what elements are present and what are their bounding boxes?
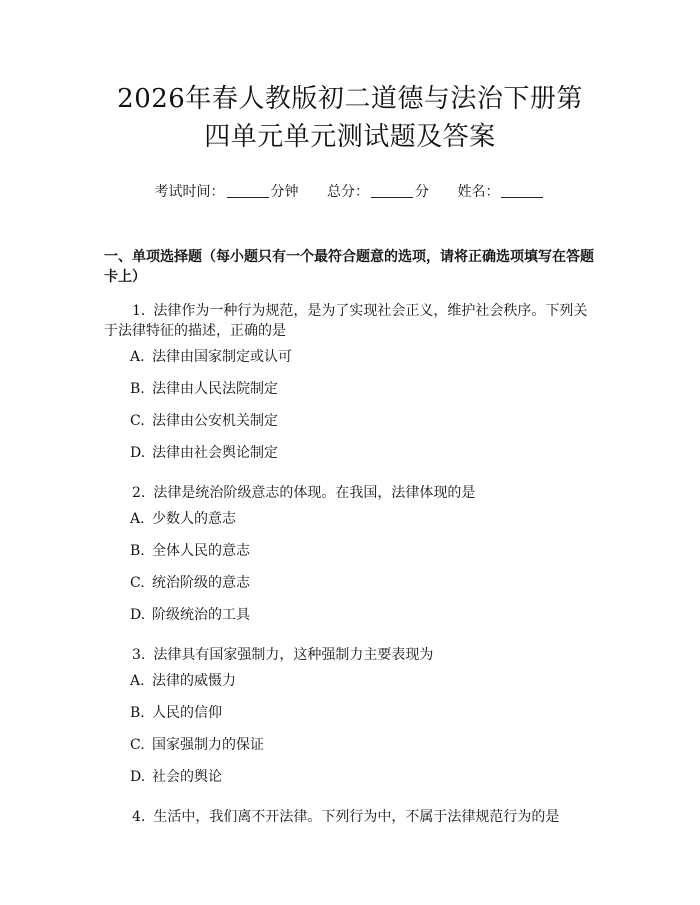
- option-text: 法律由公安机关制定: [152, 413, 278, 429]
- question-text: 法律作为一种行为规范，是为了实现社会正义，维护社会秩序。下列关于法律特征的描述，正确的是: [104, 303, 588, 339]
- exam-time-label: 考试时间：: [154, 184, 225, 200]
- question-number: 2.: [132, 485, 146, 501]
- question-number: 3.: [132, 647, 146, 663]
- option-letter: D.: [130, 769, 146, 785]
- page-title: 2026年春人教版初二道德与法治下册第四单元单元测试题及答案: [117, 84, 583, 152]
- option-text: 社会的舆论: [152, 769, 222, 785]
- option-text: 法律由社会舆论制定: [152, 445, 278, 461]
- option-letter: C.: [130, 413, 145, 429]
- question-number: 1.: [132, 303, 146, 319]
- option-a: [104, 341, 596, 373]
- option-text: 少数人的意志: [152, 511, 236, 527]
- question-2: [104, 483, 596, 631]
- exam-time-field: [155, 184, 299, 200]
- total-score-unit: 分: [415, 184, 429, 200]
- option-text: 人民的信仰: [152, 705, 222, 721]
- option-letter: B.: [130, 381, 145, 397]
- option-a: [104, 503, 596, 535]
- option-letter: D.: [130, 607, 146, 623]
- option-letter: C.: [130, 737, 145, 753]
- question-stem: [104, 807, 596, 827]
- option-text: 法律的威慑力: [152, 673, 236, 689]
- option-d: [104, 599, 596, 631]
- option-letter: B.: [130, 543, 145, 559]
- question-3: [104, 645, 596, 793]
- option-letter: C.: [130, 575, 145, 591]
- option-d: [104, 437, 596, 469]
- student-name-label: 姓名：: [457, 184, 500, 200]
- option-text: 法律由国家制定或认可: [152, 349, 292, 365]
- option-letter: D.: [130, 445, 146, 461]
- option-d: [104, 761, 596, 793]
- question-list: [104, 301, 596, 827]
- option-text: 统治阶级的意志: [152, 575, 250, 591]
- question-stem: [104, 301, 596, 341]
- option-b: [104, 535, 596, 567]
- question-stem: [104, 483, 596, 503]
- exam-info-line: [104, 182, 596, 202]
- option-c: [104, 405, 596, 437]
- option-letter: A.: [130, 673, 145, 689]
- exam-time-blank: [227, 197, 269, 198]
- option-c: [104, 567, 596, 599]
- question-text: 法律是统治阶级意志的体现。在我国，法律体现的是: [153, 485, 476, 501]
- option-b: [104, 373, 596, 405]
- option-text: 国家强制力的保证: [152, 737, 264, 753]
- question-1: [104, 301, 596, 469]
- option-text: 全体人民的意志: [152, 543, 250, 559]
- question-4: [104, 807, 596, 827]
- option-letter: A.: [130, 511, 145, 527]
- total-score-blank: [371, 197, 413, 198]
- student-name-field: [457, 184, 545, 200]
- total-score-label: 总分：: [327, 184, 369, 200]
- student-name-blank: [501, 197, 543, 198]
- option-a: [104, 665, 596, 697]
- question-number: 4.: [132, 809, 146, 825]
- option-letter: A.: [130, 349, 145, 365]
- option-text: 法律由人民法院制定: [152, 381, 278, 397]
- section-heading: 一、单项选择题（每小题只有一个最符合题意的选项，请将正确选项填写在答题卡上）: [104, 249, 594, 285]
- option-letter: B.: [130, 705, 145, 721]
- option-text: 阶级统治的工具: [152, 607, 250, 623]
- question-text: 法律具有国家强制力，这种强制力主要表现为: [153, 647, 434, 663]
- option-b: [104, 697, 596, 729]
- option-c: [104, 729, 596, 761]
- total-score-field: [327, 184, 429, 200]
- exam-time-unit: 分钟: [270, 184, 299, 200]
- question-stem: [104, 645, 596, 665]
- question-text: 生活中，我们离不开法律。下列行为中，不属于法律规范行为的是: [153, 809, 560, 825]
